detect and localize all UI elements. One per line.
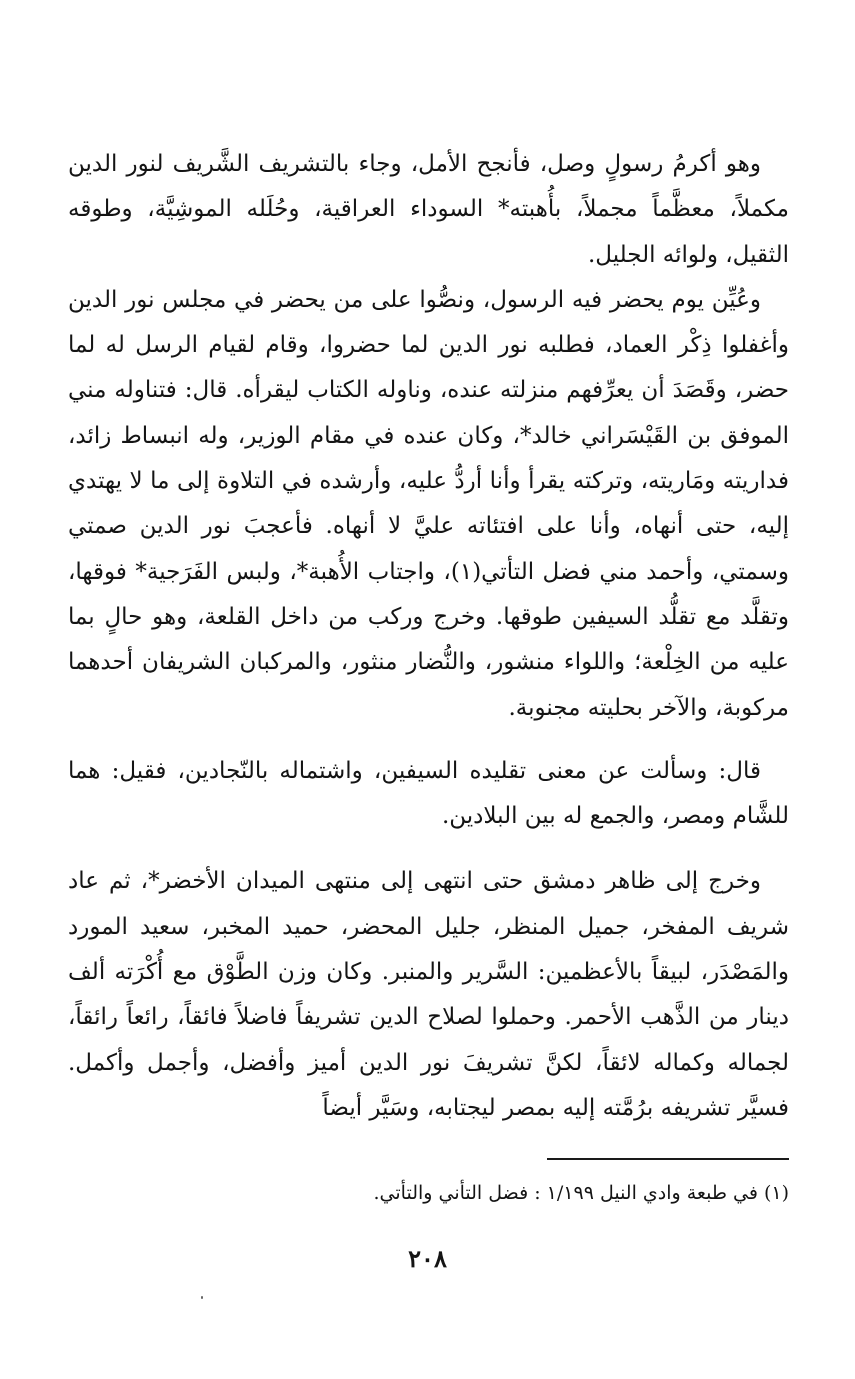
paragraph-4: وخرج إلى ظاهر دمشق حتى انتهى إلى منتهى الميدان الأخضر*، ثم عاد شريف المفخر، جميل المنظر، جليل المحضر، حميد المخبر، سعيد المورد والمَصْدَر، لبيقاً بالأعظمين: السَّرير والمنبر. وكان وزن الطَّوْق مع أُكْرَته ألف دينار من الذَّهب الأحمر. وحملوا لصلاح الدين تشريفاً فاضلاً فائقاً، رائعاً رائقاً، لجماله وكماله لائقاً، لكنَّ تشريفَ نور الدين أميز وأفضل، وأجمل وأكمل. فسيَّر تشريفه برُمَّته إليه بمصر ليجتابه، وسَيَّر أيضاً (68, 868, 789, 1121)
footnote: (١) في طبعة وادي النيل ١/١٩٩ : فضل التأني والتأتي. (373, 1182, 789, 1204)
paragraph-1: وهو أكرمُ رسولٍ وصل، فأنجح الأمل، وجاء بالتشريف الشَّريف لنور الدين مكملاً، معظَّماً مجملاً، بأُهبته* السوداء العراقية، وحُلَله الموشِيَّة، وطوقه الثقيل، ولوائه الجليل. (68, 151, 789, 268)
paragraph-2: وعُيِّن يوم يحضر فيه الرسول، ونصُّوا على من يحضر في مجلس نور الدين وأغفلوا ذِكْر العماد، فطلبه نور الدين لما حضروا، وقام لقيام الرسل له لما حضر، وقَصَدَ أن يعرِّفهم منزلته عنده، وناوله الكتاب ليقرأه. قال: فتناوله مني الموفق بن القَيْسَراني خالد*، وكان عنده في مقام الوزير، وله انبساط زائد، فداريته ومَاريته، وتركته يقرأ وأنا أردُّ عليه، وأرشده في التلاوة إلى ما لا يهتدي إليه، حتى أنهاه، وأنا على افتئاته عليَّ لا أنهاه. فأعجبَ نور الدين صمتي وسمتي، وأحمد مني فضل التأتي(١)، واجتاب الأُهبة*، ولبس الفَرَجية* فوقها، وتقلَّد مع تقلُّد السيفين طوقها. وخرج وركب من داخل القلعة، وهو حالٍ بما عليه من الخِلْعة؛ واللواء منشور، والنُّضار منثور، والمركبان الشريفان أحدهما مركوبة، والآخر بحليته مجنوبة. (68, 286, 790, 721)
paragraph-3: قال: وسألت عن معنى تقليده السيفين، واشتماله بالنّجادين، فقيل: هما للشَّام ومصر، والجمع له بين البلادين. (68, 757, 789, 830)
scan-speck (201, 1296, 203, 1299)
main-text (68, 142, 789, 1131)
page-number: ٢٠٨ (408, 1244, 447, 1273)
footnote-separator (547, 1158, 789, 1160)
